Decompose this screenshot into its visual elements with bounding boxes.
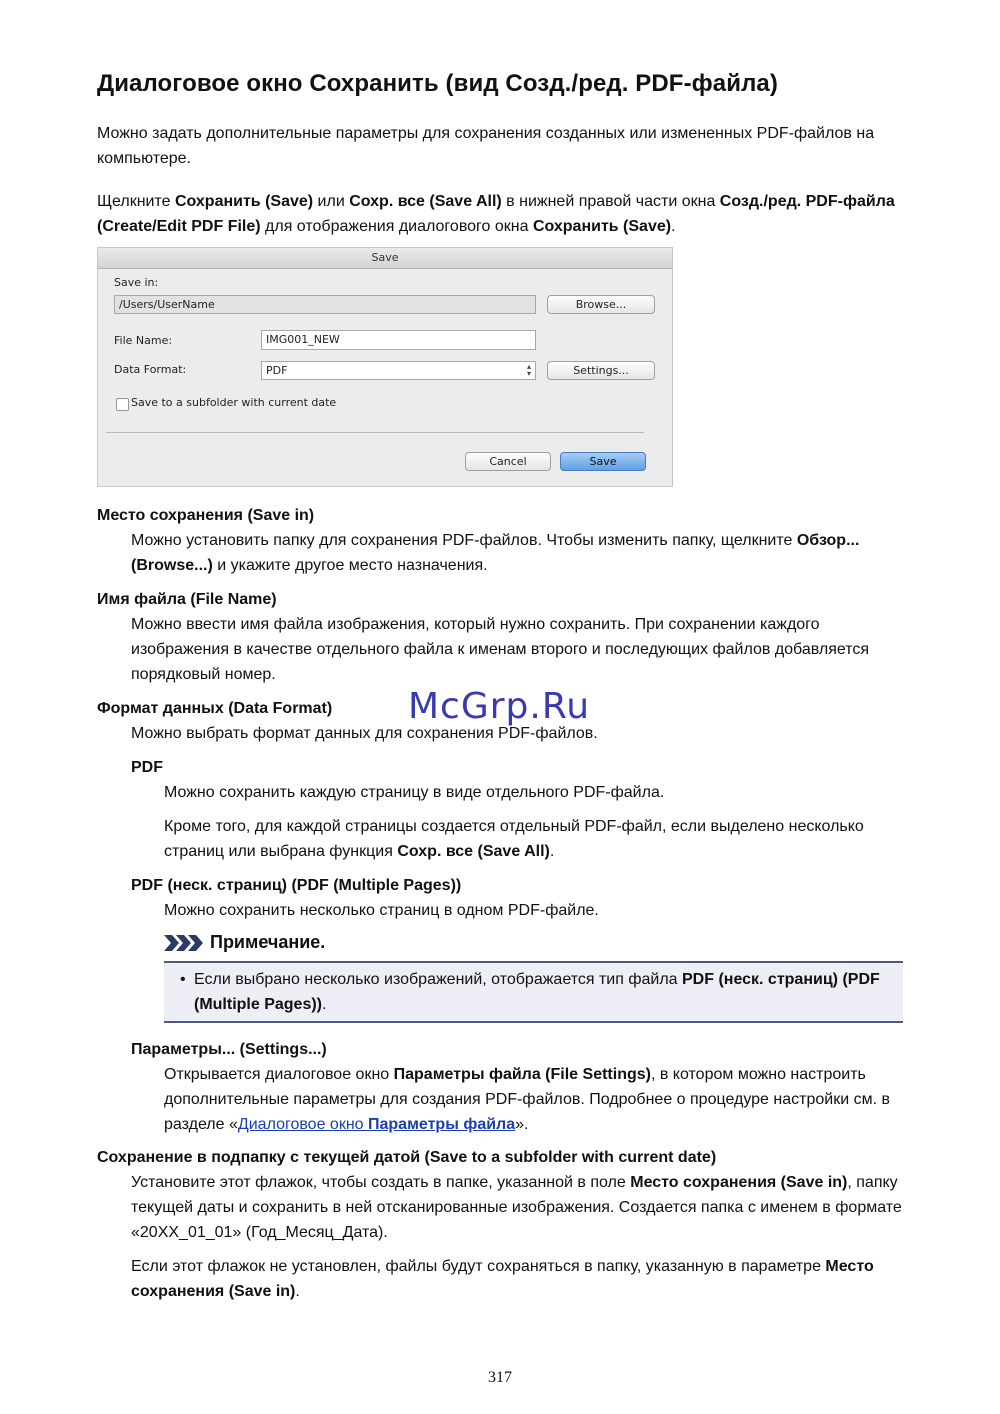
desc-subfolder-text-3: Если этот флажок не установлен, файлы будут сохраняться в папку, указанную в параметре <box>131 1258 826 1275</box>
note-heading-text: Примечание. <box>210 932 326 952</box>
dialog-titlebar: Save <box>98 248 672 269</box>
intro-text-2: или <box>313 193 350 210</box>
desc-pdf-1: Можно сохранить каждую страницу в виде отдельного PDF-файла. <box>164 784 665 801</box>
page-title: Диалоговое окно Сохранить (вид Созд./ред. PDF-файла) <box>97 70 778 97</box>
save-dialog <box>97 247 673 487</box>
note-text <box>194 967 894 1017</box>
desc-save-in-text-1: Можно установить папку для сохранения PDF-файлов. Чтобы изменить папку, щелкните <box>131 532 797 549</box>
link-text-2: Параметры файла <box>368 1116 516 1133</box>
term-file-name: Имя файла (File Name) <box>97 591 277 608</box>
desc-pdf-multiple: Можно сохранить несколько страниц в одном PDF-файле. <box>164 902 599 919</box>
desc-subfolder-text-4: . <box>295 1283 300 1300</box>
save-in-field[interactable]: /Users/UserName <box>114 295 536 314</box>
watermark: McGrp.Ru <box>408 686 591 727</box>
desc-pdf-2 <box>164 814 909 864</box>
desc-subfolder-save-in-ref-2: Место сохранения (Save in) <box>131 1258 874 1300</box>
intro-dialog-ref: Сохранить (Save) <box>532 218 672 235</box>
term-pdf: PDF <box>131 759 163 776</box>
desc-settings-text-1: Открывается диалоговое окно <box>164 1066 394 1083</box>
intro-text-4: для отображения диалогового окна <box>260 218 533 235</box>
intro-window-ref: Созд./ред. PDF-файла (Create/Edit PDF File) <box>97 193 895 235</box>
settings-button[interactable]: Settings... <box>547 361 655 380</box>
data-format-label: Data Format: <box>114 363 187 376</box>
note-heading <box>164 932 325 953</box>
cancel-button[interactable]: Cancel <box>465 452 551 471</box>
note-chevrons-icon <box>164 935 204 951</box>
browse-button[interactable]: Browse... <box>547 295 655 314</box>
file-settings-dialog-link[interactable] <box>238 1116 515 1133</box>
desc-save-in <box>131 528 911 578</box>
dialog-separator <box>106 432 644 433</box>
desc-settings <box>164 1062 909 1137</box>
desc-subfolder-1 <box>131 1170 911 1245</box>
intro-text-3: в нижней правой части окна <box>501 193 720 210</box>
intro-save-all-ref: Сохр. все (Save All) <box>349 193 502 210</box>
note-text-2: . <box>322 996 327 1013</box>
desc-pdf-save-all-ref: Сохр. все (Save All) <box>397 843 550 860</box>
intro-instructions <box>97 189 907 239</box>
save-button[interactable]: Save <box>560 452 646 471</box>
term-data-format: Формат данных (Data Format) <box>97 700 333 717</box>
select-arrows-icon: ▴ ▾ <box>526 362 531 378</box>
desc-browse-ref: Обзор... (Browse...) <box>131 532 860 574</box>
desc-data-format: Можно выбрать формат данных для сохранения PDF-файлов. <box>131 725 598 742</box>
term-pdf-multiple: PDF (неск. страниц) (PDF (Multiple Pages)) <box>131 877 462 894</box>
subfolder-label: Save to a subfolder with current date <box>131 396 337 409</box>
intro-paragraph: Можно задать дополнительные параметры для сохранения созданных или измененных PDF-файлов на компьютере. <box>97 125 875 167</box>
desc-subfolder-text-2: , папку текущей даты и сохранить в ней отсканированные изображения. Создается папка с именем в формате «20XX_01_01» (Год_Месяц_Дата). <box>131 1174 902 1241</box>
note-pdf-multi-ref: PDF (неск. страниц) (PDF (Multiple Pages)) <box>194 971 880 1013</box>
note-bullet: • <box>180 971 186 988</box>
link-text-1: Диалоговое окно <box>237 1116 368 1133</box>
file-name-label: File Name: <box>114 334 173 347</box>
desc-subfolder-text-1: Установите этот флажок, чтобы создать в папке, указанной в поле <box>131 1174 631 1191</box>
desc-pdf-2-text-2: . <box>549 843 555 860</box>
term-settings: Параметры... (Settings...) <box>131 1041 327 1058</box>
desc-settings-text-3: ». <box>515 1116 529 1133</box>
desc-subfolder-2 <box>131 1254 911 1304</box>
desc-settings-text-2: , в котором можно настроить дополнительные параметры для создания PDF-файлов. Подробнее о процедуре настройки см. в разделе « <box>164 1066 890 1133</box>
desc-subfolder-save-in-ref: Место сохранения (Save in) <box>630 1174 848 1191</box>
desc-save-in-text-2: и укажите другое место назначения. <box>212 557 488 574</box>
data-format-select[interactable] <box>261 361 536 380</box>
file-name-input[interactable]: IMG001_NEW <box>261 330 536 350</box>
note-text-1: Если выбрано несколько изображений, отображается тип файла <box>194 971 682 988</box>
intro-save-ref: Сохранить (Save) <box>174 193 314 210</box>
desc-file-name: Можно ввести имя файла изображения, который нужно сохранить. При сохранении каждого изображения в качестве отдельного файла к именам второго и последующих файлов добавляется порядковый номер. <box>131 616 870 683</box>
intro-text-5: . <box>671 218 676 235</box>
desc-file-settings-ref: Параметры файла (File Settings) <box>393 1066 651 1083</box>
desc-pdf-2-text-1: Кроме того, для каждой страницы создается отдельный PDF-файл, если выделено несколько страниц или выбрана функция <box>164 818 864 860</box>
save-in-label: Save in: <box>114 276 159 289</box>
term-save-in: Место сохранения (Save in) <box>97 507 315 524</box>
intro-text-1: Щелкните <box>97 193 175 210</box>
data-format-value: PDF <box>266 364 288 377</box>
subfolder-checkbox[interactable] <box>116 398 129 411</box>
page-number: 317 <box>488 1369 512 1386</box>
term-subfolder: Сохранение в подпапку с текущей датой (Save to a subfolder with current date) <box>97 1149 717 1166</box>
